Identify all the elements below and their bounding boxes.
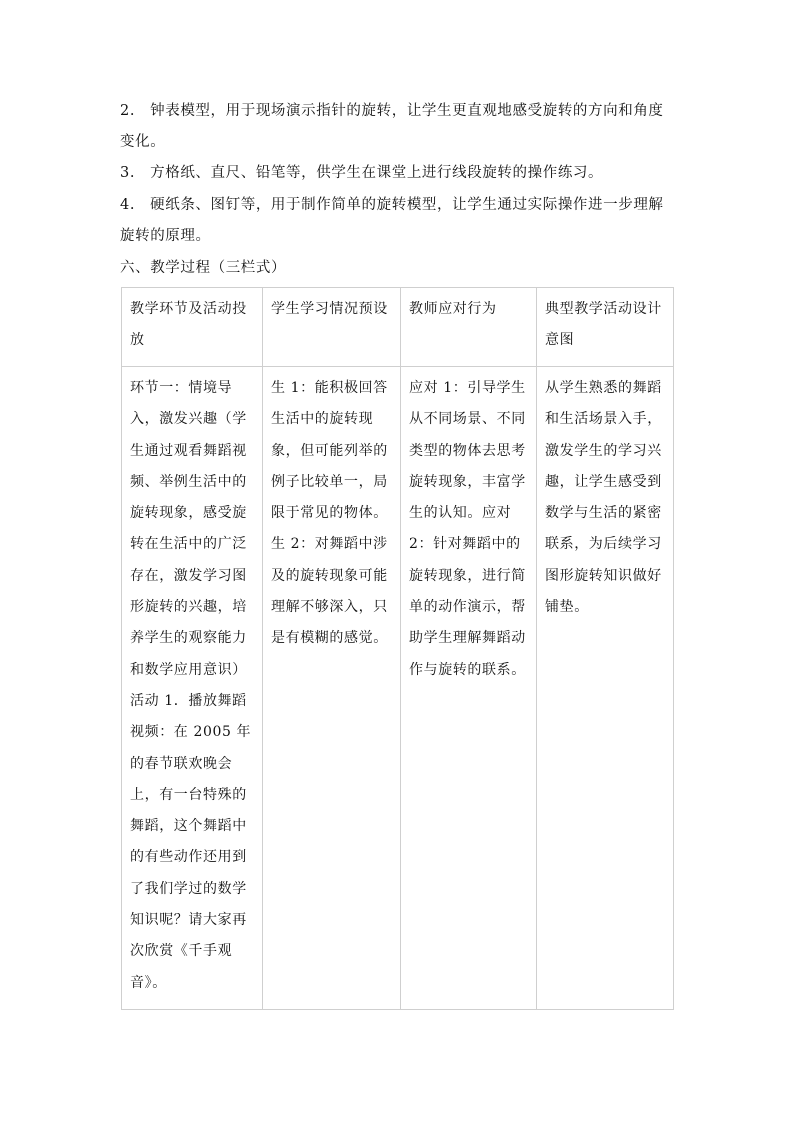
table-header-cell: 典型教学活动设计意图 [537, 288, 674, 367]
table-row [122, 367, 674, 1010]
table-cell-student-preset: 生 1：能积极回答生活中的旋转现象，但可能列举的例子比较单一，局限于常见的物体。生 2：对舞蹈中涉及的旋转现象可能理解不够深入，只是有模糊的感觉。 [263, 367, 401, 1010]
table-header-cell: 教学环节及活动投放 [122, 288, 263, 367]
list-item-clock-model: 2. 钟表模型，用于现场演示指针的旋转，让学生更直观地感受旋转的方向和角度变化。 [120, 103, 664, 150]
table-header-row [122, 288, 674, 367]
list-item-grid-paper: 3. 方格纸、直尺、铅笔等，供学生在课堂上进行线段旋转的操作练习。 [120, 165, 604, 181]
list-item-cardboard-strips: 4. 硬纸条、图钉等，用于制作简单的旋转模型，让学生通过实际操作进一步理解旋转的原理。 [120, 197, 664, 244]
teaching-process-table [121, 287, 674, 1010]
table-cell-design-intent: 从学生熟悉的舞蹈和生活场景入手，激发学生的学习兴趣，让学生感受到数学与生活的紧密联系，为后续学习图形旋转知识做好铺垫。 [537, 367, 674, 1010]
table-header-cell: 学生学习情况预设 [263, 288, 401, 367]
table-cell-activity: 环节一：情境导入，激发兴趣（学生通过观看舞蹈视频、举例生活中的旋转现象，感受旋转在生活中的广泛存在，激发学习图形旋转的兴趣，培养学生的观察能力和数学应用意识）活动 1．播放舞蹈视频：在 2005 年的春节联欢晚会上，有一台特殊的舞蹈，这个舞蹈中的有些动作还用到了我们学过的数学知识呢？请大家再次欣赏《千手观音》。 [122, 367, 263, 1010]
table-header-cell: 教师应对行为 [401, 288, 537, 367]
table-cell-teacher-response: 应对 1：引导学生从不同场景、不同类型的物体去思考旋转现象，丰富学生的认知。应对 2：针对舞蹈中的旋转现象，进行简单的动作演示，帮助学生理解舞蹈动作与旋转的联系。 [401, 367, 537, 1010]
section-heading: 六、教学过程（三栏式） [120, 260, 287, 276]
